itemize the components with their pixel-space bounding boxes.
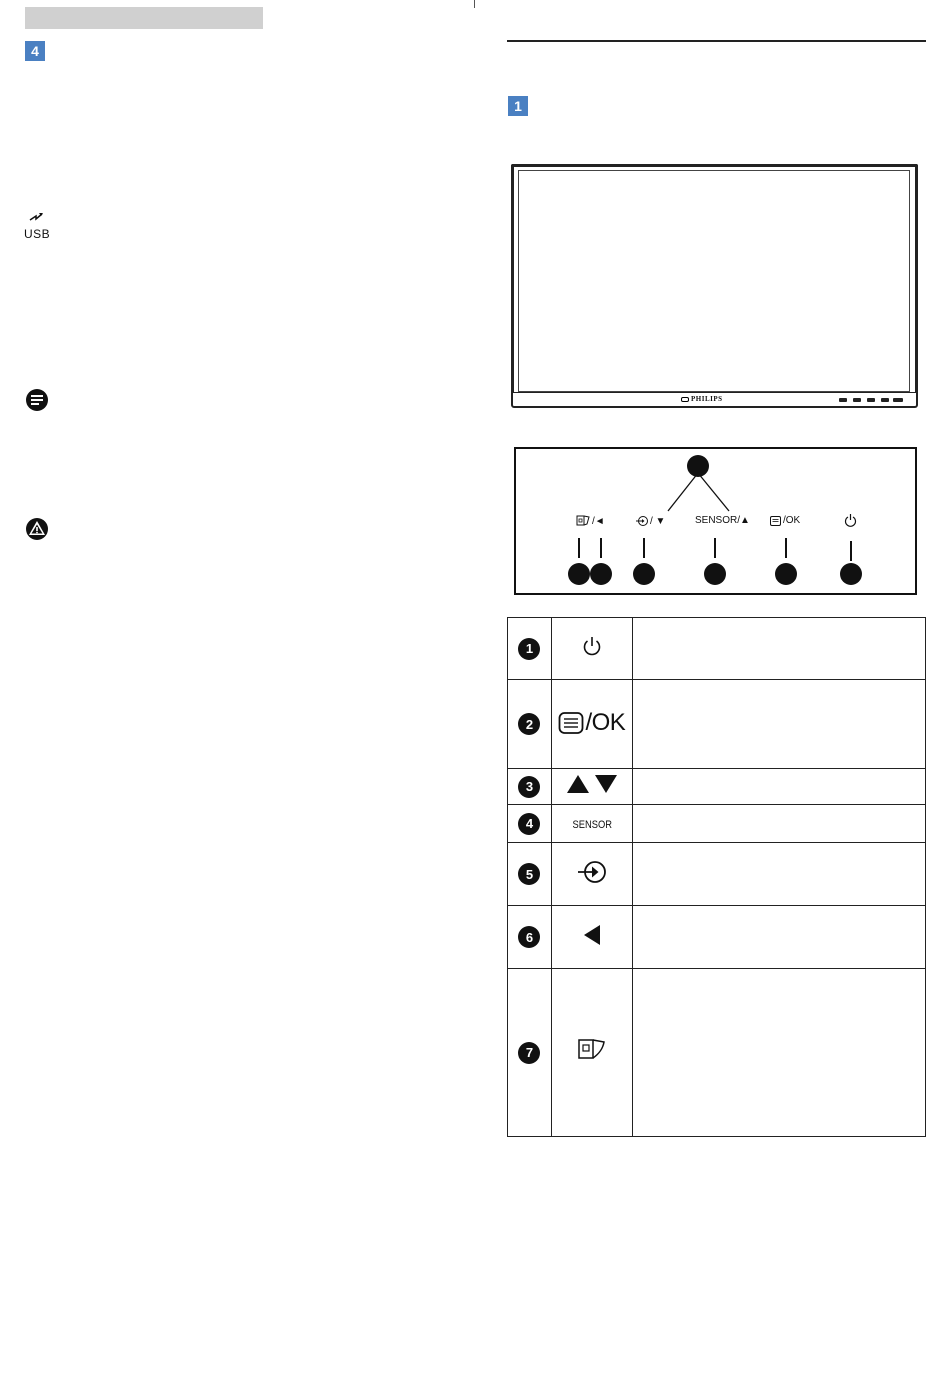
sensor-icon: SENSOR <box>572 818 612 831</box>
callout-dot <box>704 563 726 585</box>
table-row <box>508 843 926 906</box>
sensor-up-label: SENSOR/▲ <box>695 515 750 526</box>
row-number: 2 <box>518 713 540 735</box>
warning-icon <box>25 517 49 541</box>
bezel-button <box>893 398 903 402</box>
power-label <box>844 513 857 527</box>
power-icon <box>844 513 857 527</box>
brand-label: PHILIPS <box>691 395 723 403</box>
column-divider <box>474 0 475 8</box>
bezel-button <box>853 398 861 402</box>
menu-ok-label: /OK <box>770 515 800 526</box>
row-description <box>632 906 925 969</box>
menu-ok-icon: /OK <box>558 709 625 737</box>
callout-dot <box>840 563 862 585</box>
callout-tick <box>785 538 787 558</box>
table-row <box>508 906 926 969</box>
callout-tick <box>578 538 580 558</box>
table-row <box>508 805 926 843</box>
section-header-bar <box>25 7 263 29</box>
usb-icon <box>24 210 51 241</box>
row-number: 1 <box>518 638 540 660</box>
row-description <box>632 969 925 1137</box>
menu-icon <box>770 516 781 526</box>
section-rule <box>507 40 926 42</box>
callout-dot <box>633 563 655 585</box>
table-row <box>508 769 926 805</box>
table-row <box>508 618 926 680</box>
button-panel-diagram <box>514 447 917 595</box>
smartimage-icon <box>577 1038 607 1062</box>
row-number: 6 <box>518 926 540 948</box>
input-icon <box>577 859 607 885</box>
row-description <box>632 805 925 843</box>
power-icon <box>581 635 603 657</box>
row-number: 4 <box>518 813 540 835</box>
callout-dot <box>775 563 797 585</box>
usb-label: USB <box>24 227 51 241</box>
button-description-table <box>507 617 926 1137</box>
callout-tick <box>600 538 602 558</box>
step-badge: 4 <box>25 41 45 61</box>
row-description <box>632 618 925 680</box>
left-arrow-icon <box>582 924 602 946</box>
table-row <box>508 680 926 769</box>
row-description <box>632 843 925 906</box>
callout-tick <box>643 538 645 558</box>
bezel-button <box>867 398 875 402</box>
row-number: 7 <box>518 1042 540 1064</box>
philips-logo-icon <box>681 397 689 402</box>
row-description <box>632 769 925 805</box>
table-row <box>508 969 926 1137</box>
smartimage-left-label: /◄ <box>576 515 605 527</box>
row-number: 5 <box>518 863 540 885</box>
bezel-button <box>839 398 847 402</box>
row-description <box>632 680 925 769</box>
callout-dot <box>568 563 590 585</box>
monitor-illustration <box>511 164 918 408</box>
note-icon <box>25 388 49 412</box>
callout-tick <box>714 538 716 558</box>
monitor-screen <box>518 170 910 392</box>
smartimage-icon <box>576 515 590 527</box>
row-number: 3 <box>518 776 540 798</box>
callout-tick <box>850 541 852 561</box>
input-icon <box>636 515 648 527</box>
menu-icon <box>558 711 584 735</box>
input-down-label: / ▼ <box>636 515 665 527</box>
monitor-bezel <box>511 392 918 408</box>
step-badge-right: 1 <box>508 96 528 116</box>
bezel-button <box>881 398 889 402</box>
up-down-arrows-icon <box>565 773 619 795</box>
callout-dot <box>590 563 612 585</box>
